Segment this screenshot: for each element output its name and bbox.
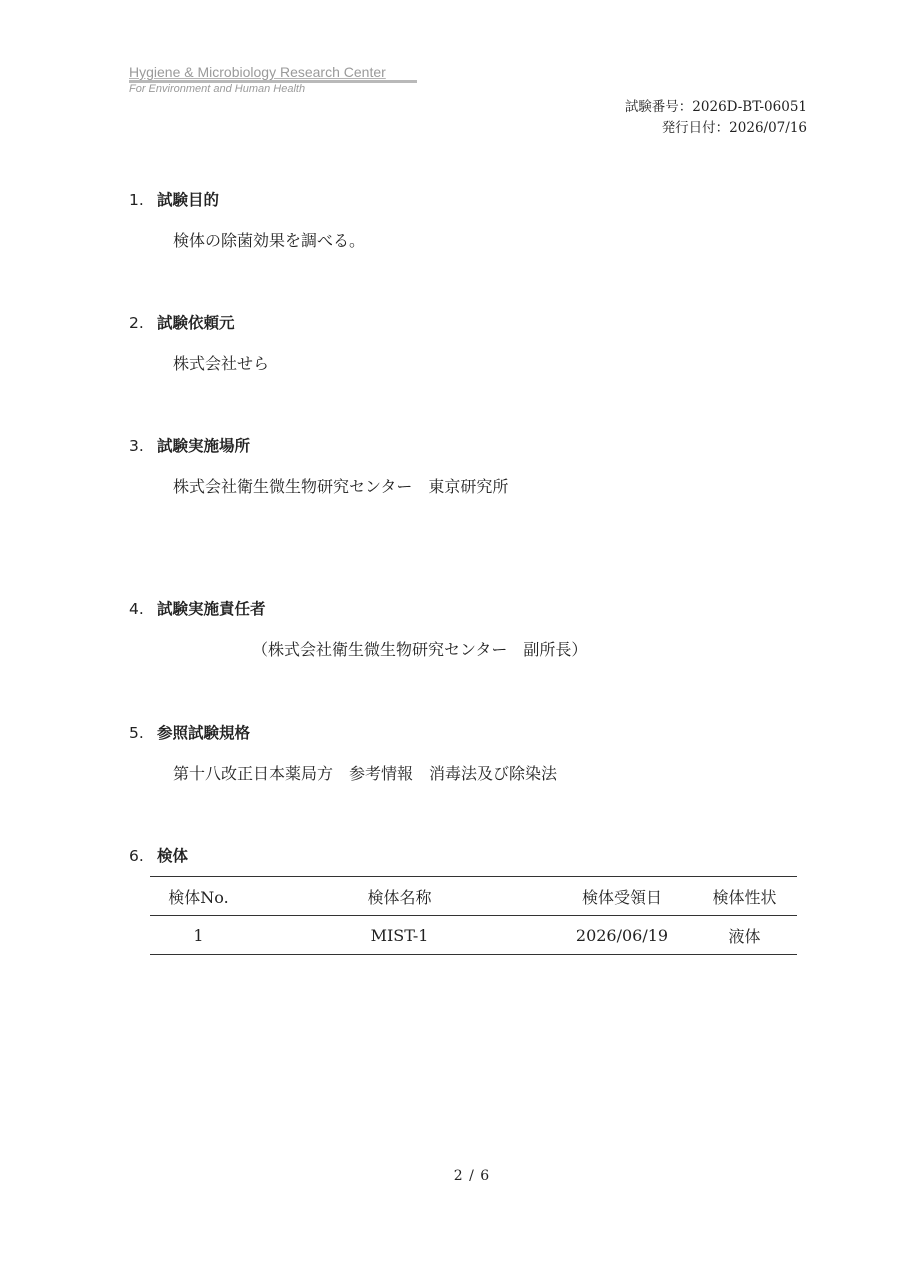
table-row: [150, 916, 797, 955]
section-number: 4.: [129, 600, 144, 618]
section-body-standard: 第十八改正日本薬局方 参考情報 消毒法及び除染法: [173, 764, 558, 783]
section-heading-location: [129, 436, 250, 456]
section-body-purpose: 検体の除菌効果を調べる。: [173, 231, 366, 250]
section-title: 参照試験規格: [157, 724, 251, 742]
cell-specimen-state: 液体: [728, 926, 761, 946]
section-heading-standard: [129, 723, 250, 743]
section-title: 試験実施場所: [157, 437, 251, 455]
specimen-table: [150, 876, 797, 955]
section-number: 6.: [129, 847, 144, 865]
letterhead-title: Hygiene & Microbiology Research Center: [129, 64, 386, 80]
test-number: 試験番号：2026D-BT-06051: [624, 99, 807, 115]
issue-date: 発行日付：2026/07/16: [661, 120, 807, 136]
section-body-responsible: （株式会社衛生微生物研究センター 副所長）: [252, 640, 588, 659]
page-number: 2 / 6: [453, 1168, 491, 1184]
cell-specimen-no: 1: [193, 925, 204, 945]
section-body-requester: 株式会社せら: [173, 354, 270, 373]
section-body-location: 株式会社衛生微生物研究センター 東京研究所: [173, 477, 509, 496]
section-number: 1.: [129, 191, 144, 209]
section-title: 試験目的: [157, 191, 220, 209]
letterhead: [129, 64, 417, 96]
column-header-specimen-name: 検体名称: [367, 887, 432, 907]
letterhead-subtitle: For Environment and Human Health: [129, 83, 306, 95]
column-header-specimen-state: 検体性状: [712, 887, 777, 907]
section-heading-purpose: [129, 190, 219, 210]
cell-received-date: 2026/06/19: [575, 925, 669, 945]
letterhead-rule: [129, 80, 417, 83]
cell-specimen-name: MIST-1: [370, 925, 429, 945]
section-title: 試験実施責任者: [157, 600, 266, 618]
section-title: 試験依頼元: [157, 314, 235, 332]
table-header-row: [150, 877, 797, 916]
section-number: 5.: [129, 724, 144, 742]
section-heading-requester: [129, 313, 235, 333]
column-header-received-date: 検体受領日: [581, 887, 662, 907]
section-number: 2.: [129, 314, 144, 332]
section-title: 検体: [157, 847, 189, 865]
column-header-specimen-no: 検体No.: [168, 887, 229, 907]
document-meta: [625, 97, 807, 139]
section-heading-responsible: [129, 599, 266, 619]
section-number: 3.: [129, 437, 144, 455]
section-heading-specimen: [129, 846, 188, 866]
